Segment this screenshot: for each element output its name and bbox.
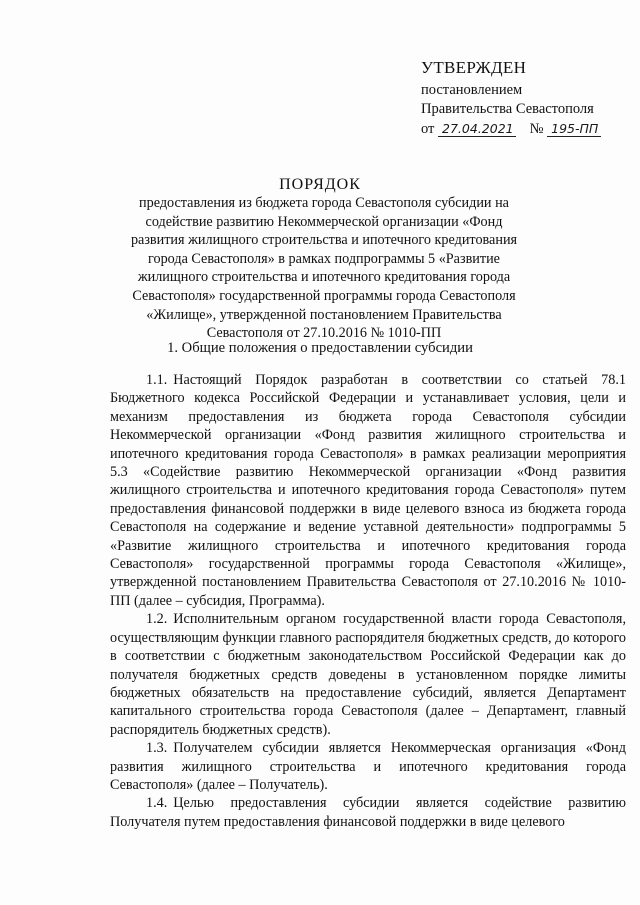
date-prefix: от [421,121,435,137]
approval-title: УТВЕРЖДЕН [421,58,527,77]
document-title: ПОРЯДОК [279,176,361,193]
document-subtitle: предоставления из бюджета города Севастополя субсидии на содействие развитию Некоммерческой организации «Фонд развития жилищного строительства и ипотечного кредитования города Севастополя» в рамках подпрограммы 5 «Развитие жилищного строительства и ипотечного кредитования города Севастополя» государственной программы города Севастополя «Жилище», утвержденной постановлением Правительства Севастополя от 27.10.2016 № 1010-ПП [130,195,518,342]
clause-text: Получателем субсидии является Некоммерческая организация «Фонд развития жилищного строительства и ипотечного кредитования города Севастополя» (далее – Получатель). [110,740,626,793]
clause-number: 1.4. [146,795,168,812]
clause-number: 1.2. [146,611,168,628]
approval-date-number [421,120,621,139]
handwritten-number: 195-ПП [547,121,601,137]
clause-paragraph [110,371,626,610]
clause-paragraph [110,739,626,794]
clause-paragraph [110,610,626,739]
approval-line-1: постановлением [421,82,523,98]
clause-number: 1.3. [146,740,168,757]
handwritten-date: 27.04.2021 [438,121,516,137]
clause-text: Исполнительным органом государственной власти города Севастополя, осуществляющим функции главного распорядителя бюджетных средств, до которого в соответствии с бюджетным законодательством Российской Федерации как до получателя бюджетных средств доведены в установленном порядке лимиты бюджетных обязательств на предоставление субсидий, является Департамент капитального строительства города Севастополя (далее – Департамент, главный распорядитель бюджетных средств). [110,611,626,738]
clause-number: 1.1. [146,372,168,388]
approval-line-2: Правительства Севастополя [421,101,594,117]
clause-text: Целью предоставления субсидии является содействие развитию Получателя путем предоставления финансовой поддержки в виде целевого [110,795,626,830]
number-prefix: № [529,121,544,137]
clause-paragraph [110,794,626,831]
approval-stamp [421,58,621,139]
document-body [110,371,626,831]
section-heading: 1. Общие положения о предоставлении субсидии [167,340,473,356]
clause-text: Настоящий Порядок разработан в соответствии со статьей 78.1 Бюджетного кодекса Российской Федерации и устанавливает условия, цели и механизм предоставления из бюджета города Севастополя субсидии Некоммерческой организации «Фонд развития жилищного строительства и ипотечного кредитования города Севастополя» в рамках реализации мероприятия 5.3 «Содействие развитию Некоммерческой организации «Фонд развития жилищного строительства и ипотечного кредитования города Севастополя» путем предоставления финансовой поддержки в виде целевого взноса из бюджета города Севастополя на содержание и ведение уставной деятельности» подпрограммы 5 «Развитие жилищного строительства и ипотечного кредитования города Севастополя» государственной программы города Севастополя «Жилище», утвержденной постановлением Правительства Севастополя от 27.10.2016 № 1010-ПП (далее – субсидия, Программа). [110,372,626,609]
